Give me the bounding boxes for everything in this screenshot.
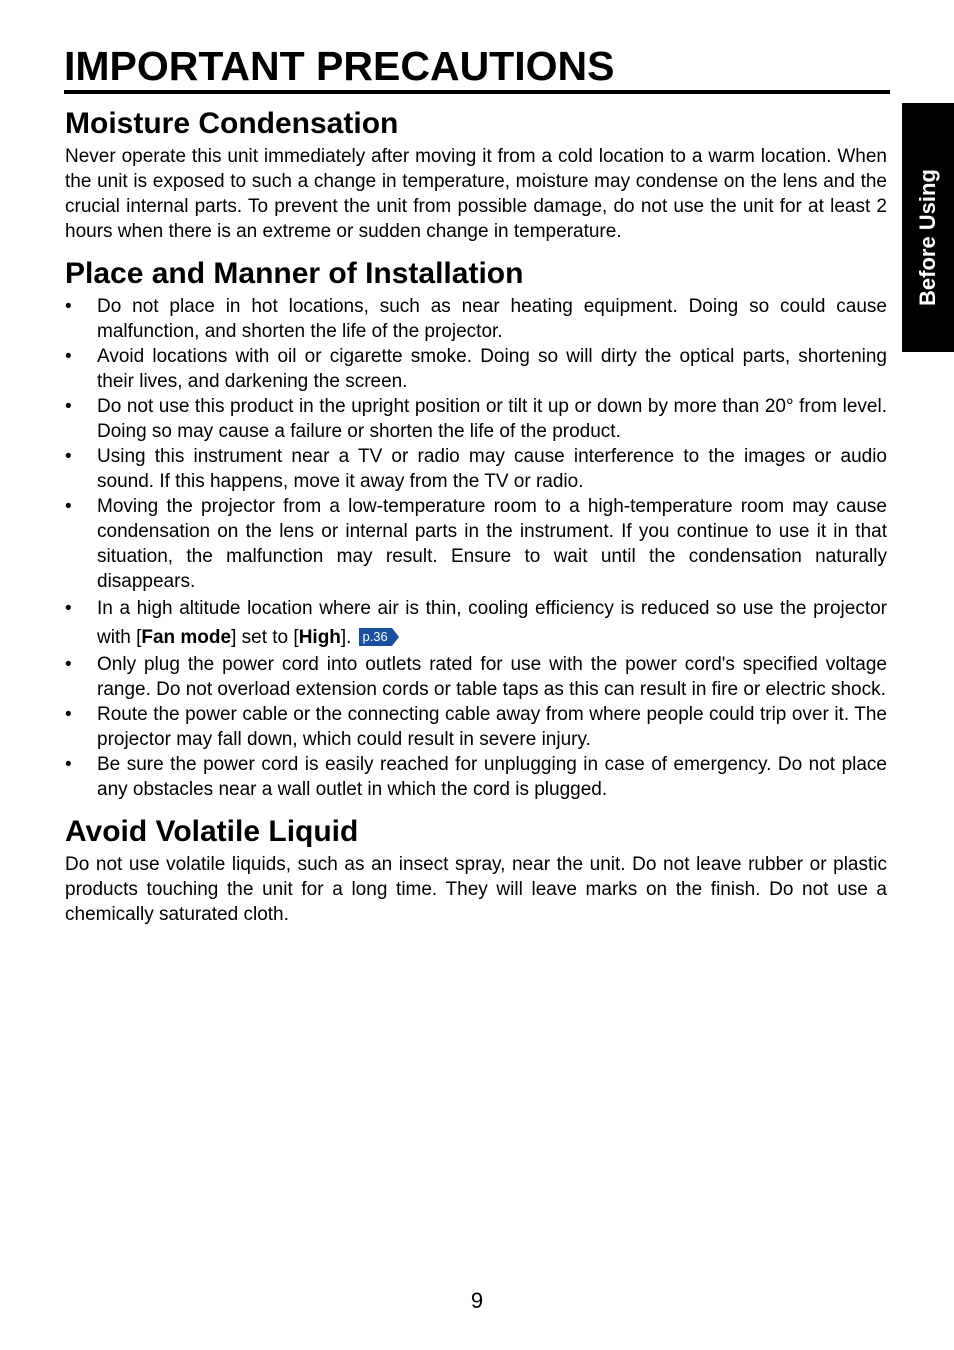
list-item-text: Only plug the power cord into outlets rated for use with the power cord's specified voltage range. Do not overload extension cords or table taps as this can result in fire or electric shock.	[97, 654, 887, 700]
moisture-heading: Moisture Condensation	[65, 107, 399, 140]
moisture-section	[65, 104, 887, 244]
fan-text-after: ].	[340, 627, 352, 648]
bullet-icon: •	[65, 654, 72, 675]
bullet-icon: •	[65, 598, 72, 619]
section-side-tab	[902, 103, 954, 352]
list-item-fan-mode	[65, 594, 887, 652]
installation-heading: Place and Manner of Installation	[65, 257, 524, 290]
list-item	[65, 752, 887, 802]
page-title: IMPORTANT PRECAUTIONS	[64, 42, 890, 94]
bullet-icon: •	[65, 754, 72, 775]
list-item	[65, 444, 887, 494]
list-item	[65, 702, 887, 752]
page-number: 9	[470, 1288, 484, 1313]
bullet-icon: •	[65, 704, 72, 725]
list-item-text: Do not place in hot locations, such as near heating equipment. Doing so could cause malfunction, and shorten the life of the projector.	[97, 296, 887, 342]
bullet-icon: •	[65, 446, 72, 467]
fan-text-before: In a high altitude location where air is thin, cooling efficiency is reduced so use the projector with [	[97, 598, 887, 648]
bullet-icon: •	[65, 346, 72, 367]
side-tab-label: Before Using	[915, 169, 940, 306]
installation-section	[65, 254, 887, 802]
list-item	[65, 294, 887, 344]
list-item-text: Avoid locations with oil or cigarette smoke. Doing so will dirty the optical parts, shortening their lives, and darkening the screen.	[97, 346, 887, 392]
fan-mode-label: Fan mode	[141, 627, 232, 648]
list-item-text: Be sure the power cord is easily reached for unplugging in case of emergency. Do not place any obstacles near a wall outlet in which the cord is plugged.	[97, 754, 887, 800]
list-item-text: Moving the projector from a low-temperature room to a high-temperature room may cause condensation on the lens or internal parts in the instrument. If you continue to use it in that situation, the malfunction may result. Ensure to wait until the condensation naturally disappears.	[97, 496, 887, 592]
moisture-text: Never operate this unit immediately after moving it from a cold location to a warm location. When the unit is exposed to such a change in temperature, moisture may condense on the lens and the crucial internal parts. To prevent the unit from possible damage, do not use the unit for at least 2 hours when there is an extreme or sudden change in temperature.	[65, 146, 887, 242]
installation-list	[65, 294, 887, 802]
list-item-text: Using this instrument near a TV or radio may cause interference to the images or audio sound. If this happens, move it away from the TV or radio.	[97, 446, 887, 492]
list-item	[65, 652, 887, 702]
page-reference-link[interactable]: p.36	[359, 628, 391, 646]
bullet-icon: •	[65, 296, 72, 317]
volatile-heading: Avoid Volatile Liquid	[65, 815, 359, 848]
list-item	[65, 394, 887, 444]
list-item-text: Do not use this product in the upright position or tilt it up or down by more than 20° from level. Doing so may cause a failure or shorten the life of the product.	[97, 396, 887, 442]
volatile-text: Do not use volatile liquids, such as an insect spray, near the unit. Do not leave rubber or plastic products touching the unit for a long time. They will leave marks on the finish. Do not use a chemically saturated cloth.	[65, 854, 887, 925]
fan-text-middle: ] set to [	[231, 627, 299, 648]
bullet-icon: •	[65, 496, 72, 517]
list-item	[65, 494, 887, 594]
volatile-section	[65, 812, 887, 927]
list-item-text: Route the power cable or the connecting cable away from where people could trip over it. The projector may fall down, which could result in severe injury.	[97, 704, 887, 750]
list-item	[65, 344, 887, 394]
page-content	[65, 104, 887, 927]
bullet-icon: •	[65, 396, 72, 417]
fan-high-label: High	[298, 627, 341, 648]
